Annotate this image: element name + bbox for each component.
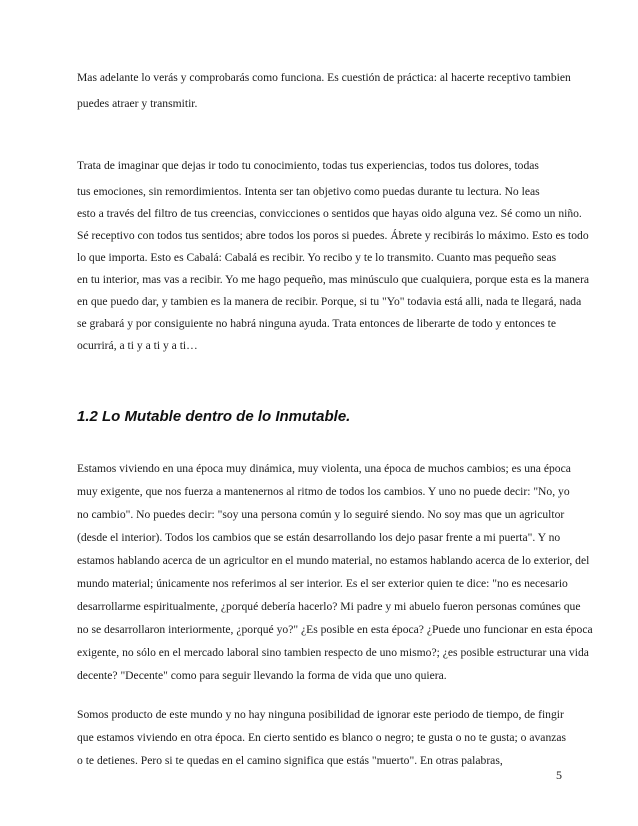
- section-heading: 1.2 Lo Mutable dentro de lo Inmutable.: [77, 408, 351, 425]
- page-number: 5: [556, 768, 562, 782]
- paragraph-line: no se desarrollaron interiormente, ¿porqué yo?" ¿Es posible en esta época? ¿Puede uno funcionar en esta época: [77, 623, 593, 636]
- paragraph-line: lo que importa. Esto es Cabalá: Cabalá es recibir. Yo recibo y te lo transmito. Cuanto mas pequeño seas: [77, 251, 557, 264]
- paragraph-line: se grabará y por consiguiente no habrá ninguna ayuda. Trata entonces de liberarte de todo y entonces te: [77, 317, 557, 330]
- paragraph-line: no cambio". No puedes decir: "soy una persona común y lo seguiré siendo. No soy mas que un agricultor: [77, 508, 565, 521]
- paragraph-line: desarrollarme espiritualmente, ¿porqué debería hacerlo? Mi padre y mi abuelo fueron personas comúnes que: [77, 600, 581, 613]
- paragraph-line: mundo material; únicamente nos referimos al ser interior. Es el ser exterior quien te dice: "no es necesario: [77, 577, 568, 590]
- paragraph-line: Somos producto de este mundo y no hay ninguna posibilidad de ignorar este periodo de tiempo, de fingir: [77, 708, 564, 721]
- paragraph-line: Mas adelante lo verás y comprobarás como funciona. Es cuestión de práctica: al hacerte receptivo tambien: [77, 71, 571, 84]
- paragraph-line: tus emociones, sin remordimientos. Intenta ser tan objetivo como puedas durante tu lectura. No leas: [77, 185, 540, 198]
- paragraph-line: puedes atraer y transmitir.: [77, 97, 198, 110]
- paragraph-line: Trata de imaginar que dejas ir todo tu conocimiento, todas tus experiencias, todos tus dolores, todas: [77, 159, 539, 172]
- paragraph-line: exigente, no sólo en el mercado laboral sino tambien respecto de uno mismo?; ¿es posible estructurar una vida: [77, 646, 589, 659]
- paragraph-line: en tu interior, mas vas a recibir. Yo me hago pequeño, mas minúsculo que cualquiera, porque esta es la manera: [77, 273, 590, 286]
- paragraph-line: Estamos viviendo en una época muy dinámica, muy violenta, una época de muchos cambios; es una época: [77, 462, 571, 475]
- paragraph-line: o te detienes. Pero si te quedas en el camino significa que estás "muerto". En otras palabras,: [77, 754, 503, 767]
- paragraph-line: estamos hablando acerca de un agricultor en el mundo material, no estamos hablando acerca de lo exterior, del: [77, 554, 590, 567]
- paragraph-line: Sé receptivo con todos tus sentidos; abre todos los poros si puedes. Ábrete y recibirás lo máximo. Esto es todo: [77, 229, 589, 242]
- paragraph-line: ocurrirá, a ti y a ti y a ti…: [77, 339, 198, 352]
- paragraph-line: esto a través del filtro de tus creencias, convicciones o sentidos que hayas oido alguna vez. Sé como un niño.: [77, 207, 582, 220]
- paragraph-line: que estamos viviendo en otra época. En cierto sentido es blanco o negro; te gusta o no te gusta; o avanzas: [77, 731, 567, 744]
- paragraph-line: en que puedo dar, y tambien es la manera de recibir. Porque, si tu "Yo" todavia está alli, nada te llegará, nada: [77, 295, 582, 308]
- paragraph-line: muy exigente, que nos fuerza a mantenernos al ritmo de todos los cambios. Y uno no puede decir: "No, yo: [77, 485, 570, 498]
- paragraph-line: decente? "Decente" como para seguir llevando la forma de vida que uno quiera.: [77, 669, 447, 682]
- paragraph-line: (desde el interior). Todos los cambios que se están desarrollando los dejo pasar frente a mi puerta". Y no: [77, 531, 561, 544]
